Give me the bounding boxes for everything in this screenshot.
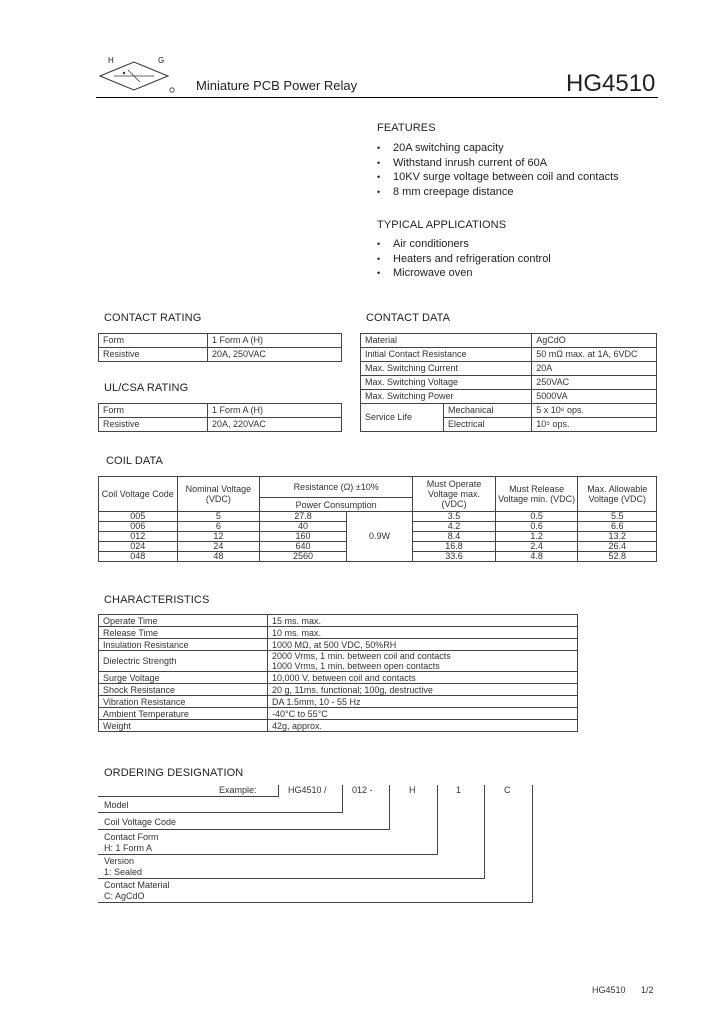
- order-part-version: 1: [456, 785, 462, 795]
- table-row: Max. Switching Current 20A: [361, 362, 657, 376]
- list-item: • 10KV surge voltage between coil and contacts: [377, 171, 619, 184]
- page-subtitle: Miniature PCB Power Relay: [196, 78, 358, 93]
- leader-material-v: [532, 785, 533, 903]
- table-row: 048 48 2560 33.6 4.8 52.8: [99, 552, 657, 562]
- contact-data-title: CONTACT DATA: [366, 312, 451, 324]
- list-item: • 20A switching capacity: [377, 142, 504, 155]
- label-contact-form: Contact Form: [104, 832, 159, 842]
- table-header-row: Coil Voltage Code Nominal Voltage (VDC) Resistance (Ω) ±10% Must Operate Voltage max. (VDC) Must Release Voltage min. (VDC) Max. Allowable Voltage (VDC): [99, 477, 657, 498]
- leader-form-v: [437, 785, 438, 855]
- order-part-coil: 012 -: [352, 785, 373, 795]
- footer-page: 1/2: [641, 985, 654, 995]
- characteristics-title: CHARACTERISTICS: [104, 594, 210, 606]
- order-part-form: H: [409, 785, 416, 795]
- table-row: Ambient Temperature -40°C to 55°C: [99, 708, 578, 720]
- table-row: Form 1 Form A (H): [99, 334, 342, 348]
- ordering-title: ORDERING DESIGNATION: [104, 767, 244, 779]
- page-title: HG4510: [566, 70, 656, 97]
- table-row: 024 24 640 16.8 2.4 26.4: [99, 542, 657, 552]
- leader-model-h: [98, 812, 342, 813]
- example-label: Example:: [219, 785, 257, 795]
- ul-rating-title: UL/CSA RATING: [104, 382, 189, 394]
- leader-model-v: [342, 785, 343, 813]
- leader-material-h: [98, 902, 532, 903]
- example-underline: [98, 796, 278, 797]
- table-row: 006 6 40 4.2 0.6 6.6: [99, 522, 657, 532]
- list-item: • Air conditioners: [377, 238, 469, 251]
- table-header-row: Power Consumption: [99, 498, 657, 512]
- label-version: Version: [104, 856, 135, 866]
- list-item: • 8 mm creepage distance: [377, 185, 514, 198]
- logo-letter-g: G: [158, 56, 165, 65]
- applications-title: TYPICAL APPLICATIONS: [377, 219, 507, 231]
- order-part-model: HG4510 /: [288, 785, 327, 795]
- table-row: Insulation Resistance 1000 MΩ, at 500 VDC, 50%RH: [99, 639, 578, 651]
- table-row: Surge Voltage 10,000 V. between coil and contacts: [99, 672, 578, 684]
- label-contact-material-value: C: AgCdO: [104, 891, 145, 901]
- label-contact-form-value: H: 1 Form A: [104, 843, 153, 853]
- label-model: Model: [104, 800, 129, 810]
- label-version-value: 1: Sealed: [104, 867, 143, 877]
- table-row: Resistive 20A, 250VAC: [99, 348, 342, 362]
- table-row: Release Time 10 ms. max.: [99, 627, 578, 639]
- table-row: Material AgCdO: [361, 334, 657, 348]
- table-row: 005 5 27.8 0.9W 3.5 0.5 5.5: [99, 512, 657, 522]
- leader-coil-v: [389, 785, 390, 830]
- table-row: Dielectric Strength 2000 Vrms, 1 min. between coil and contacts 1000 Vrms, 1 min. between open contacts: [99, 651, 578, 672]
- coil-data-title: COIL DATA: [106, 455, 163, 467]
- table-row: Electrical 10⁵ ops.: [361, 418, 657, 432]
- label-contact-material: Contact Material: [104, 880, 170, 890]
- table-row: Shock Resistance 20 g, 11ms. functional; 100g, destructive: [99, 684, 578, 696]
- table-row: Weight 42g, approx.: [99, 720, 578, 732]
- list-item: • Withstand inrush current of 60A: [377, 156, 548, 169]
- leader-coil-h: [98, 829, 389, 830]
- order-part-material: C: [504, 785, 511, 795]
- table-row: Max. Switching Voltage 250VAC: [361, 376, 657, 390]
- table-row: Service Life Mechanical 5 x 10⁶ ops.: [361, 404, 657, 418]
- list-item: • Microwave oven: [377, 267, 473, 280]
- contact-rating-title: CONTACT RATING: [104, 312, 202, 324]
- label-coil-code: Coil Voltage Code: [104, 817, 177, 827]
- table-row: Operate Time 15 ms. max.: [99, 615, 578, 627]
- table-row: Form 1 Form A (H): [99, 404, 342, 418]
- table-row: 012 12 160 8.4 1.2 13.2: [99, 532, 657, 542]
- table-row: Resistive 20A, 220VAC: [99, 418, 342, 432]
- logo-letter-h: H: [108, 56, 114, 65]
- leader-version-v: [484, 785, 485, 879]
- table-row: Max. Switching Power 5000VA: [361, 390, 657, 404]
- leader-version-h: [98, 878, 484, 879]
- example-divider: [278, 785, 279, 797]
- features-title: FEATURES: [377, 122, 436, 134]
- list-item: • Heaters and refrigeration control: [377, 252, 551, 265]
- footer-model: HG4510: [592, 985, 626, 995]
- table-row: Initial Contact Resistance 50 mΩ max. at 1A, 6VDC: [361, 348, 657, 362]
- table-row: Vibration Resistance DA 1.5mm, 10 - 55 Hz: [99, 696, 578, 708]
- leader-form-h: [98, 854, 437, 855]
